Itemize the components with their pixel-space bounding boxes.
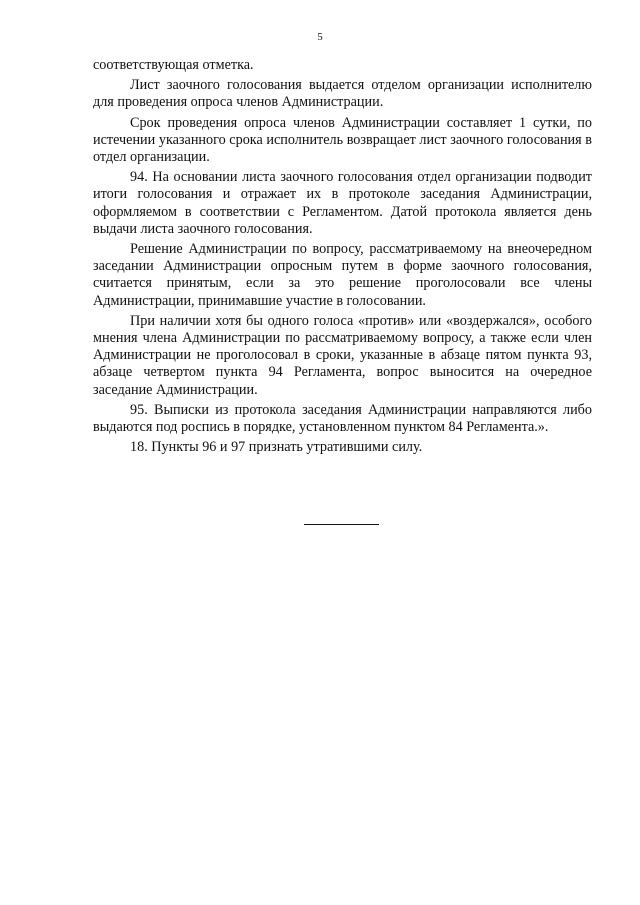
paragraph: соответствующая отметка. <box>93 57 254 73</box>
paragraph: 94. На основании листа заочного голосования отдел организации подводит итоги голосования и отражает их в протоколе заседания Администрации, оформляемом в соответствии с Регламентом. Датой протокола является день выдачи листа заочного голосования. <box>93 169 592 237</box>
paragraph: 95. Выписки из протокола заседания Администрации направляются либо выдаются под роспись в порядке, установленном пунктом 84 Регламента.». <box>93 401 592 436</box>
paragraph: 18. Пункты 96 и 97 признать утратившими силу. <box>130 439 423 456</box>
document-body <box>93 57 592 459</box>
paragraph: Лист заочного голосования выдается отделом организации исполнителю для проведения опроса членов Администрации. <box>93 77 592 111</box>
paragraph: Решение Администрации по вопросу, рассматриваемому на внеочередном заседании Администрации опросным путем в форме заочного голосования, считается принятым, если за это решение проголосовали все члены Администрации, принимавшие участие в голосовании. <box>93 241 592 309</box>
page-number: 5 <box>317 31 323 43</box>
closing-rule <box>304 524 379 525</box>
paragraph: Срок проведения опроса членов Администрации составляет 1 сутки, по истечении указанного срока исполнитель возвращает лист заочного голосования в отдел организации. <box>93 114 592 166</box>
paragraph: При наличии хотя бы одного голоса «против» или «воздержался», особого мнения члена Администрации по рассматриваемому вопросу, а также если член Администрации не проголосовал в сроки, указанные в абзаце пятом пункта 93, абзаце четвертом пункта 94 Регламента, вопрос выносится на очередное заседание Администрации. <box>93 312 592 398</box>
